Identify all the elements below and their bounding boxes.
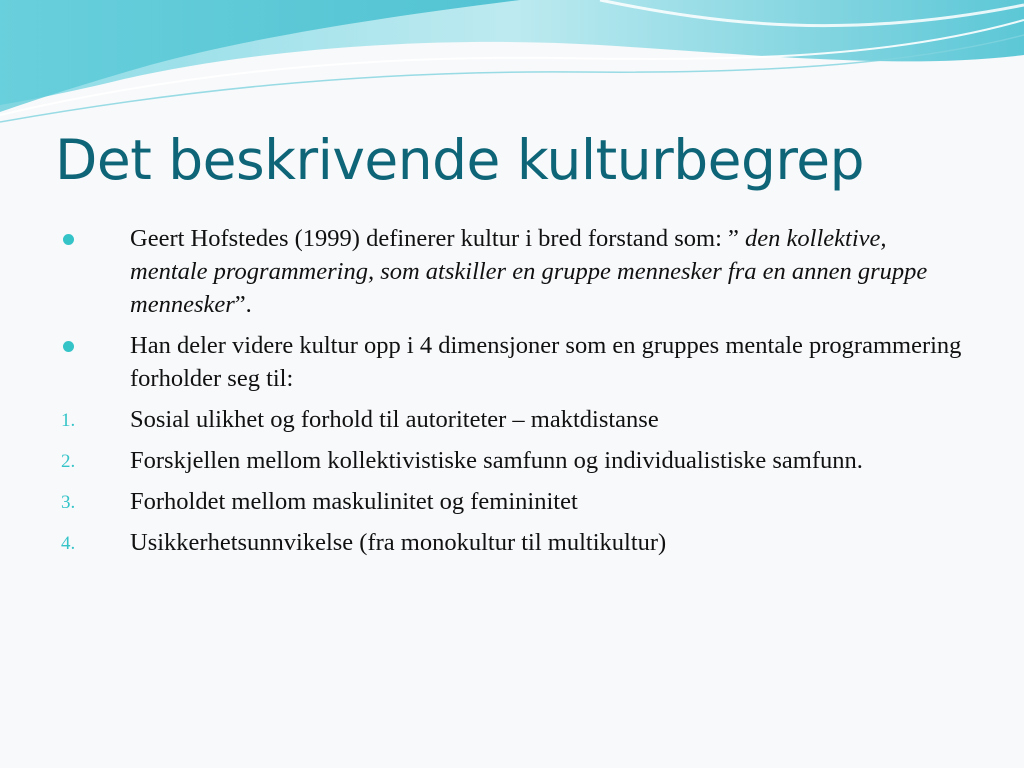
numbered-item (0, 485, 1024, 518)
bullet-item-dimensions (0, 329, 1024, 395)
numbered-item (0, 444, 1024, 477)
numbered-item (0, 526, 1024, 559)
list-item-text: Forskjellen mellom kollektivistiske samfunn og individualistiske samfunn. (130, 447, 863, 474)
decorative-wave-header (0, 0, 1024, 130)
bullet-item-hofstede (0, 222, 1024, 321)
slide-title: Det beskrivende kulturbegrep (55, 128, 865, 192)
bullet-quote: den kollektive, mentale programmering, som atskiller en gruppe mennesker fra en annen gruppe mennesker (130, 225, 928, 318)
bullet-text-end: ”. (234, 291, 252, 318)
list-item-text: Forholdet mellom maskulinitet og femininitet (130, 488, 578, 515)
list-item-text: Usikkerhetsunnvikelse (fra monokultur til multikultur) (130, 529, 667, 556)
bullet-dot-icon (63, 234, 74, 245)
list-item-text: Sosial ulikhet og forhold til autoriteter – maktdistanse (130, 406, 659, 433)
bullet-dot-icon (63, 341, 74, 352)
list-number: 1. (61, 410, 76, 431)
slide-content (0, 222, 1024, 567)
bullet-text: Han deler videre kultur opp i 4 dimensjoner som en gruppes mentale programmering forholder seg til: (130, 332, 962, 392)
list-number: 4. (61, 533, 76, 554)
numbered-item (0, 403, 1024, 436)
bullet-text: Geert Hofstedes (1999) definerer kultur i bred forstand som: ” (130, 225, 739, 252)
list-number: 2. (61, 451, 76, 472)
list-number: 3. (61, 492, 76, 513)
